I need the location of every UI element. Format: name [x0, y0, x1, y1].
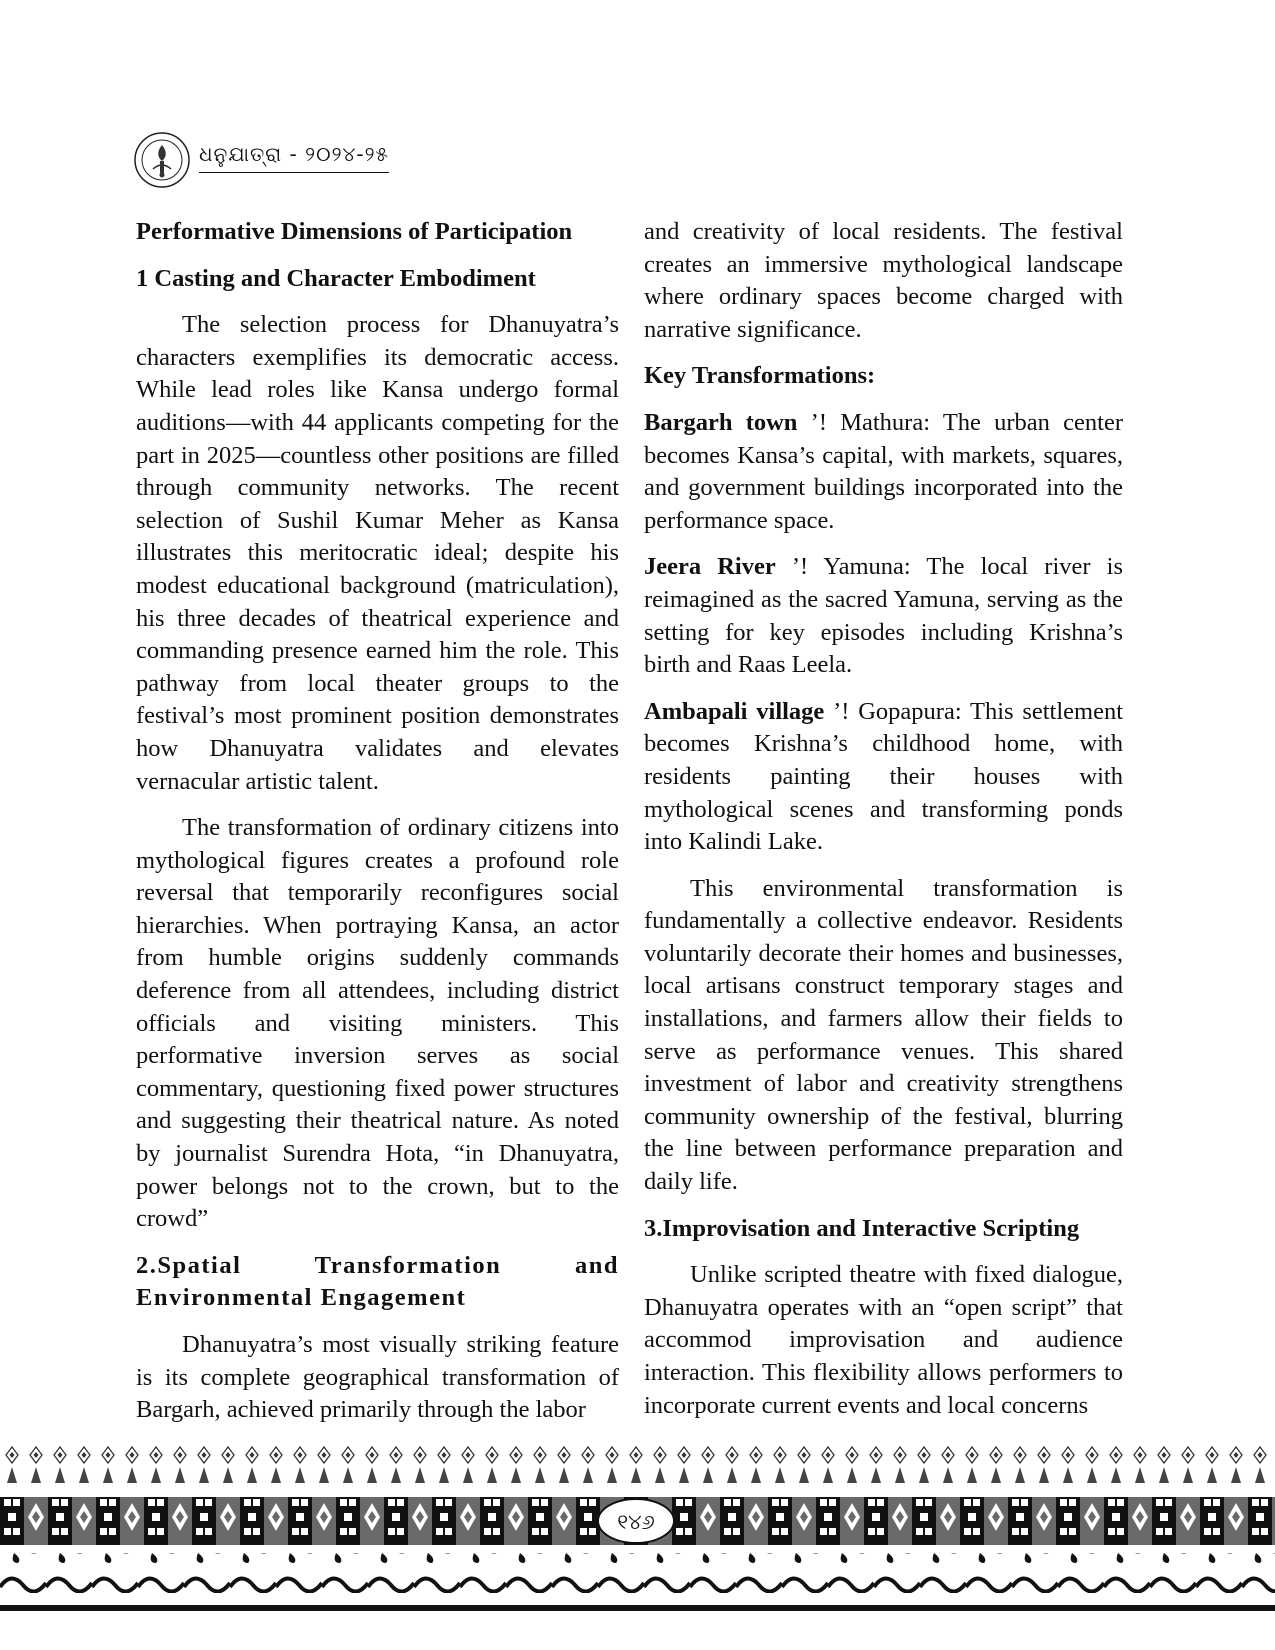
- section-heading-spatial: 2.Spatial Transformation and Environmental Engagement: [136, 1251, 619, 1312]
- paragraph: and creativity of local residents. The festival creates an immersive mythological landscape where ordinary spaces become charged with narrative significance.: [644, 218, 1123, 343]
- section-heading-main: Performative Dimensions of Participation: [136, 218, 573, 245]
- page-number: ୧୪୬: [617, 1510, 655, 1534]
- paragraph: This environmental transformation is fundamentally a collective endeavor. Residents voluntarily decorate their homes and businesses, local artisans construct temporary stages and installations, and farmers allow their fields to serve as performance venues. This shared investment of labor and creativity strengthens community ownership of the festival, blurring the line between performance preparation and daily life.: [644, 874, 1123, 1196]
- item-label: Jeera River: [644, 553, 776, 581]
- header-title: ଧନୁଯାତ୍ରା - ୨୦୨୪-୨୫: [199, 142, 389, 173]
- left-column: [136, 216, 619, 1427]
- item-text: ’! Gopapura: This settlement becomes Krishna’s childhood home, with residents painting their houses with mythological scenes and transforming ponds into Kalindi Lake.: [644, 697, 1124, 856]
- transformation-item: [644, 407, 1123, 537]
- section-heading-key: Key Transformations:: [644, 362, 876, 390]
- page-header: [133, 130, 389, 190]
- transformation-item: [644, 551, 1123, 681]
- decorative-border: [0, 1445, 1275, 1620]
- paragraph: The transformation of ordinary citizens into mythological figures creates a profound role reversal that temporarily reconfigures social hierarchies. When portraying Kansa, an actor from humble origins suddenly commands deference from all attendees, including district officials and visiting ministers. This performative inversion serves as social commentary, questioning fixed power structures and suggesting their theatrical nature. As noted by journalist Surendra Hota, “in Dhanuyatra, power belongs not to the crown, but to the crowd”: [136, 814, 619, 1233]
- paragraph: Dhanuyatra’s most visually striking feature is its complete geographical transformation of Bargarh, achieved primarily through the labor: [136, 1331, 619, 1424]
- right-column: [644, 216, 1123, 1422]
- item-text: ’! Mathura: The urban center becomes Kansa’s capital, with markets, squares, and government buildings incorporated into the performance space.: [644, 408, 1123, 534]
- section-heading-improvisation: 3.Improvisation and Interactive Scripting: [644, 1214, 1080, 1242]
- paragraph: Unlike scripted theatre with fixed dialogue, Dhanuyatra operates with an “open script” that accommod improvisation and audience interaction. This flexibility allows performers to incorporate current events and local concerns: [644, 1261, 1123, 1419]
- seal-logo-icon: [133, 131, 191, 189]
- section-heading-casting: 1 Casting and Character Embodiment: [136, 264, 536, 292]
- item-label: Ambapali village: [644, 697, 825, 725]
- transformation-item: [644, 696, 1123, 859]
- item-text: ’! Yamuna: The local river is reimagined as the sacred Yamuna, serving as the setting for key episodes including Krishna’s birth and Raas Leela.: [644, 553, 1123, 679]
- item-label: Bargarh town: [644, 408, 798, 436]
- paragraph: The selection process for Dhanuyatra’s characters exemplifies its democratic access. While lead roles like Kansa undergo formal auditions—with 44 applicants competing for the part in 2025—countless other positions are filled through community networks. The recent selection of Sushil Kumar Meher as Kansa illustrates this meritocratic ideal; despite his modest educational background (matriculation), his three decades of theatrical experience and commanding presence earned him the role. This pathway from local theater groups to the festival’s most prominent position demonstrates how Dhanuyatra validates and elevates vernacular artistic talent.: [136, 311, 619, 795]
